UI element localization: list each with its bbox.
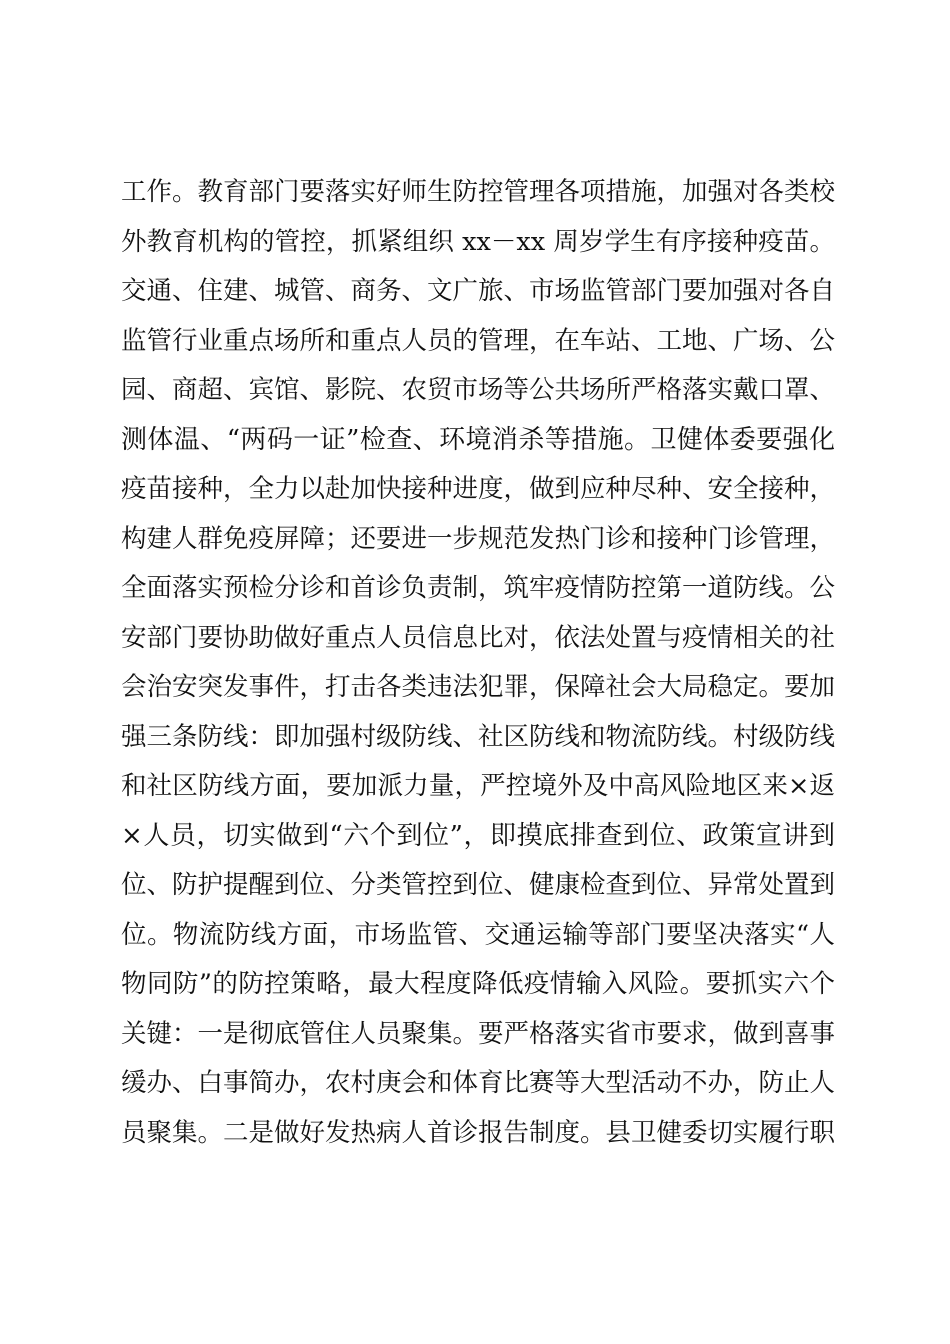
text-line: 全面落实预检分诊和首诊负责制，筑牢疫情防控第一道防线。公 bbox=[121, 573, 836, 603]
text-line: ×人员，切实做到“六个到位”，即摸底排查到位、政策宣讲到 bbox=[121, 820, 835, 851]
text-line: 关键：一是彻底管住人员聚集。要严格落实省市要求，做到喜事 bbox=[121, 1018, 836, 1049]
body-text bbox=[121, 168, 835, 1158]
text-line: 交通、住建、城管、商务、文广旅、市场监管部门要加强对各自 bbox=[121, 276, 836, 306]
text-line: 缓办、白事简办，农村庚会和体育比赛等大型活动不办，防止人 bbox=[121, 1068, 836, 1098]
text-line: 位、防护提醒到位、分类管控到位、健康检查到位、异常处置到 bbox=[121, 870, 836, 900]
text-line: 强三条防线：即加强村级防线、社区防线和物流防线。村级防线 bbox=[121, 721, 836, 752]
text-line: 监管行业重点场所和重点人员的管理，在车站、工地、广场、公 bbox=[121, 325, 836, 356]
text-line: 员聚集。二是做好发热病人首诊报告制度。县卫健委切实履行职 bbox=[121, 1117, 836, 1148]
text-line: 安部门要协助做好重点人员信息比对，依法处置与疫情相关的社 bbox=[121, 622, 836, 653]
text-line: 物同防”的防控策略，最大程度降低疫情输入风险。要抓实六个 bbox=[121, 969, 835, 999]
text-line: 疫苗接种，全力以赴加快接种进度，做到应种尽种、安全接种， bbox=[121, 474, 836, 504]
text-line: 构建人群免疫屏障；还要进一步规范发热门诊和接种门诊管理， bbox=[121, 523, 836, 554]
text-line: 测体温、“两码一证”检查、环境消杀等措施。卫健体委要强化 bbox=[121, 424, 835, 455]
text-line: 位。物流防线方面，市场监管、交通运输等部门要坚决落实“人 bbox=[121, 919, 835, 950]
text-line: 会治安突发事件，打击各类违法犯罪，保障社会大局稳定。要加 bbox=[121, 672, 836, 702]
text-line: 和社区防线方面，要加派力量，严控境外及中高风险地区来×返 bbox=[121, 771, 835, 801]
text-line: 外教育机构的管控，抓紧组织 xx－xx 周岁学生有序接种疫苗。 bbox=[121, 226, 835, 257]
text-line: 工作。教育部门要落实好师生防控管理各项措施，加强对各类校 bbox=[121, 177, 836, 207]
text-line: 园、商超、宾馆、影院、农贸市场等公共场所严格落实戴口罩、 bbox=[121, 375, 836, 405]
